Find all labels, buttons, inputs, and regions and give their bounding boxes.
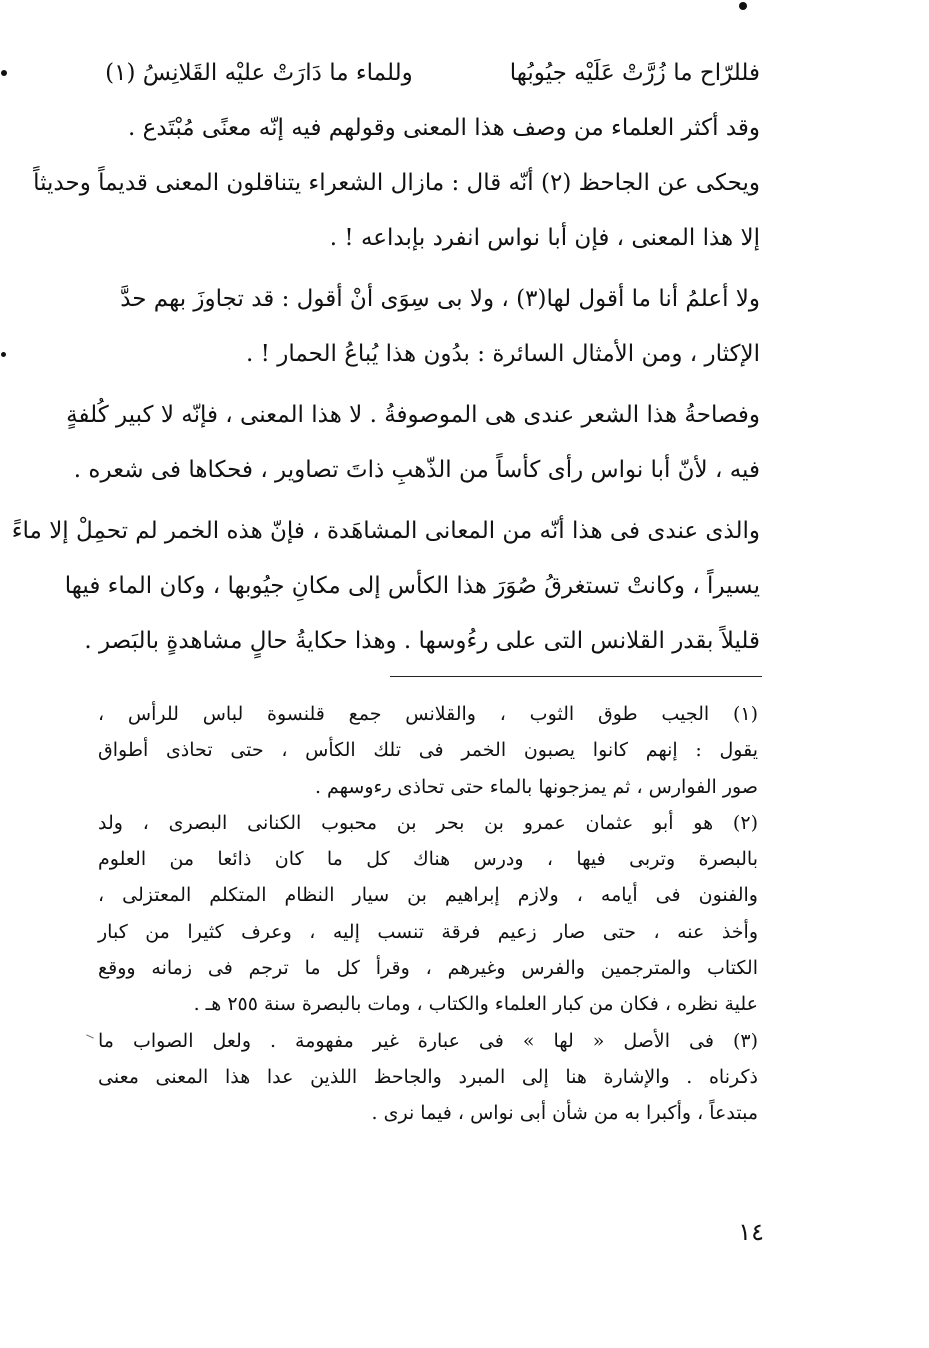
footnote-line: وأخذ عنه ، حتى صار زعيم فرقة تنسب إليه ، وعرف كثيرا من كبار [98, 920, 758, 943]
footnote-line: مبتدعاً ، وأكبرا به من شأن أبى نواس ، فيما نرى . [371, 1102, 758, 1125]
footnote-line: (٣) فى الأصل « لها » فى عبارة غير مفهومة . ولعل الصواب ما [98, 1029, 758, 1052]
footnote-line: يقول : إنهم كانوا يصبون الخمر فى تلك الكأس ، حتى تحاذى أطواق [98, 739, 758, 762]
page-number: ١٤ [738, 1218, 764, 1246]
footnote-line: ذكرناه . والإشارة هنا إلى المبرد والجاحظ اللذين عدا هذا المعنى معنى [98, 1065, 758, 1088]
text-line: قليلاً بقدر القلانس التى على رءُوسها . وهذا حكايةُ حالٍ مشاهدةٍ بالبَصر . [84, 628, 760, 654]
text-line: والذى عندى فى هذا أنّه من المعانى المشاهَدة ، فإنّ هذه الخمر لم تحمِلْ إلا ماءً [11, 518, 760, 544]
footnote-line: صور الفوارس ، ثم يمزجونها بالماء حتى تحاذى رءوسهم . [314, 775, 758, 798]
footnotes [98, 696, 758, 1132]
text-line: فيه ، لأنّ أبا نواس رأى كأساً من الذّهبِ ذاتَ تصاوير ، فحكاها فى شعره . [73, 457, 760, 483]
footnote-line: بالبصرة وتربى فيها ، ودرس هناك كل ما كان ذائعا من العلوم [98, 848, 758, 871]
verse-line [92, 46, 760, 101]
footnote-line: (٢) هو أبو عثمان عمرو بن بحر بن محبوب الكنانى البصرى ، ولد [98, 811, 758, 834]
main-text [11, 46, 760, 669]
text-line: إلا هذا المعنى ، فإن أبا نواس انفرد بإبداعه ! . [329, 225, 760, 251]
verse-hemistich-1: فللرّاح ما زُرَّتْ عَلَيْه جيُوبُها [509, 60, 760, 86]
text-line: وفصاحةُ هذا الشعر عندى هى الموصوفةُ . لا هذا المعنى ، فإنّه لا كبير كُلفةٍ [66, 402, 760, 428]
footnote-line: علية نظره ، فكان من كبار العلماء والكتاب ، ومات بالبصرة سنة ٢٥٥ هـ . [193, 993, 758, 1016]
text-line: يسيراً ، وكانتْ تستغرقُ صُوَرَ هذا الكأس إلى مكانِ جيُوبها ، وكان الماء فيها [64, 573, 760, 599]
footnote-line: (١) الجيب طوق الثوب ، والقلانس جمع قلنسوة لباس للرأس ، [98, 703, 758, 725]
footnote-line: والفنون فى أيامه ، ولازم إبراهيم بن سيار النظام المتكلم المعتزلى ، [98, 884, 758, 907]
text-line: وقد أكثر العلماء من وصف هذا المعنى وقولهم فيه إنّه معنًى مُبْتَدع . [128, 115, 760, 141]
text-line: ولا أعلمُ أنا ما أقول لها(٣) ، ولا بى سِوَى أنْ أقول : قد تجاوزَ بهم حدَّ [120, 286, 760, 312]
text-line: الإكثار ، ومن الأمثال السائرة : بدُون هذا يُباعُ الحمار ! . [246, 341, 760, 367]
text-line: ويحكى عن الجاحظ (٢) أنّه قال : مازال الشعراء يتناقلون المعنى قديماً وحديثاً [33, 170, 760, 196]
verse-hemistich-2: وللماء ما دَارَتْ عليْه القَلانِسُ (١) [105, 60, 413, 86]
ink-dot [1, 352, 6, 357]
ink-mark [86, 1034, 94, 1038]
ink-dot [739, 2, 747, 10]
footnote-line: الكتاب والمترجمين والفرس وغيرهم ، وقرأ كل ما ترجم فى زمانه ووقع [98, 957, 758, 980]
ink-dot [1, 70, 7, 76]
footnote-separator [390, 676, 762, 677]
